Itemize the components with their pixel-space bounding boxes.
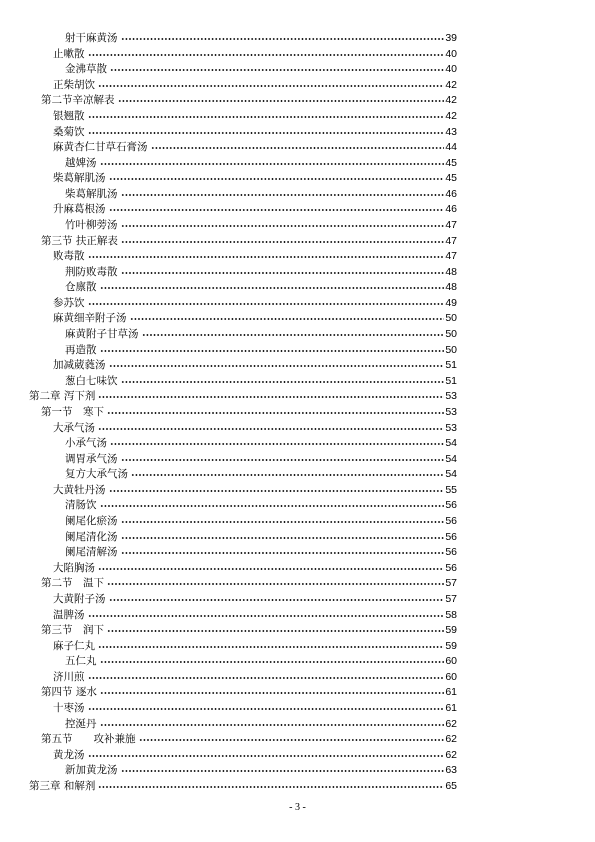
toc-entry-page: 47 — [445, 219, 457, 231]
toc-entry-page: 50 — [445, 328, 457, 340]
toc-entry[interactable] — [53, 357, 457, 371]
toc-entry-page: 46 — [445, 187, 457, 200]
toc-entry[interactable] — [41, 575, 457, 589]
toc-entry-title: 升麻葛根汤 — [53, 203, 106, 216]
toc-entry-page: 49 — [445, 296, 457, 309]
toc-entry-page: 54 — [445, 452, 457, 465]
toc-dot-leader — [109, 364, 445, 368]
toc-dot-leader — [100, 691, 444, 695]
toc-dot-leader — [88, 707, 445, 711]
toc-entry-page: 57 — [445, 577, 457, 590]
toc-entry-page: 60 — [445, 655, 457, 668]
toc-entry-title: 荆防败毒散 — [65, 265, 118, 278]
toc-dot-leader — [98, 84, 444, 88]
toc-entry[interactable] — [53, 46, 457, 60]
toc-entry-page: 42 — [445, 78, 457, 91]
toc-entry[interactable] — [53, 420, 457, 434]
toc-entry-page: 53 — [445, 405, 457, 418]
toc-entry[interactable] — [65, 466, 457, 480]
toc-entry[interactable] — [53, 669, 457, 683]
toc-entry[interactable] — [65, 451, 457, 465]
toc-entry[interactable] — [29, 778, 457, 792]
toc-entry[interactable] — [65, 513, 457, 527]
toc-entry-title: 柴葛解肌汤 — [65, 187, 118, 200]
toc-entry-page: 61 — [445, 686, 457, 699]
toc-entry-title: 复方大承气汤 — [65, 468, 128, 481]
toc-entry-page: 62 — [445, 733, 457, 746]
toc-entry-page: 59 — [445, 639, 457, 652]
toc-dot-leader — [121, 37, 445, 41]
toc-entry[interactable] — [53, 295, 457, 309]
toc-entry[interactable] — [65, 716, 457, 730]
toc-entry-page: 53 — [445, 390, 457, 403]
toc-entry[interactable] — [41, 622, 457, 636]
toc-dot-leader — [121, 769, 445, 773]
toc-entry[interactable] — [53, 77, 457, 91]
toc-entry-page: 45 — [445, 172, 457, 185]
toc-entry[interactable] — [65, 342, 457, 356]
toc-dot-leader — [107, 582, 444, 586]
toc-entry-title: 清肠饮 — [65, 499, 97, 512]
toc-entry[interactable] — [53, 310, 457, 324]
toc-entry-page: 53 — [445, 421, 457, 434]
toc-entry-page: 40 — [445, 63, 457, 76]
toc-entry[interactable] — [41, 233, 457, 247]
toc-entry-title: 葱白七味饮 — [65, 374, 118, 387]
toc-dot-leader — [88, 115, 445, 119]
toc-entry-title: 济川煎 — [53, 670, 85, 683]
toc-entry-page: 58 — [445, 608, 457, 621]
toc-entry-title: 第三节 扶正解表 — [41, 234, 118, 247]
toc-entry-title: 再造散 — [65, 343, 97, 356]
toc-dot-leader — [110, 68, 444, 72]
toc-entry-page: 62 — [445, 717, 457, 730]
toc-entry[interactable] — [65, 30, 457, 44]
toc-entry-page: 47 — [445, 250, 457, 263]
page-number: - 3 - — [289, 802, 306, 813]
toc-entry-title: 大陷胸汤 — [53, 561, 95, 574]
toc-entry-title: 第一节 寒下 — [41, 405, 104, 418]
toc-entry-page: 50 — [445, 312, 457, 325]
toc-dot-leader — [121, 520, 445, 524]
toc-entry-page: 62 — [445, 748, 457, 761]
toc-entry-title: 参苏饮 — [53, 296, 85, 309]
toc-dot-leader — [121, 536, 445, 540]
toc-entry[interactable] — [65, 762, 457, 776]
toc-entry-title: 仓廪散 — [65, 281, 97, 294]
toc-entry-page: 59 — [445, 624, 457, 636]
toc-entry-page: 56 — [445, 546, 457, 559]
toc-entry[interactable] — [65, 326, 457, 340]
toc-entry-page: 57 — [445, 592, 457, 605]
toc-entry-title: 第四节 逐水 — [41, 686, 97, 699]
toc-dot-leader — [131, 473, 444, 477]
toc-entry-title: 调胃承气汤 — [65, 452, 118, 465]
toc-entry[interactable] — [65, 155, 457, 169]
toc-entry-page: 56 — [445, 530, 457, 543]
toc-dot-leader — [98, 427, 444, 431]
toc-entry[interactable] — [53, 560, 457, 574]
toc-entry[interactable] — [53, 248, 457, 262]
toc-entry-title: 十枣汤 — [53, 701, 85, 714]
toc-entry-page: 44 — [445, 141, 457, 154]
toc-entry-page: 51 — [445, 359, 457, 372]
toc-entry-title: 五仁丸 — [65, 655, 97, 668]
toc-entry-title: 柴葛解肌汤 — [53, 172, 106, 185]
toc-entry-title: 麻黄杏仁甘草石膏汤 — [53, 141, 148, 154]
toc-entry-page: 61 — [445, 701, 457, 714]
toc-entry-title: 大黄牡丹汤 — [53, 483, 106, 496]
toc-entry[interactable] — [53, 638, 457, 652]
toc-entry-page: 65 — [445, 779, 457, 792]
toc-dot-leader — [139, 738, 445, 742]
toc-dot-leader — [151, 146, 445, 150]
toc-entry-page: 56 — [445, 515, 457, 527]
toc-dot-leader — [109, 598, 445, 602]
toc-dot-leader — [107, 629, 444, 633]
toc-entry-title: 加减葳蕤汤 — [53, 359, 106, 372]
toc-dot-leader — [100, 660, 445, 664]
toc-entry[interactable] — [41, 404, 457, 418]
toc-entry-title: 射干麻黄汤 — [65, 32, 118, 44]
toc-entry-page: 50 — [445, 343, 457, 356]
toc-dot-leader — [100, 723, 445, 727]
toc-dot-leader — [100, 162, 445, 166]
toc-entry-title: 大承气汤 — [53, 421, 95, 434]
toc-entry[interactable] — [53, 747, 457, 761]
toc-entry[interactable] — [65, 264, 457, 278]
toc-entry[interactable] — [41, 731, 457, 745]
toc-entry-title: 温脾汤 — [53, 608, 85, 621]
toc-entry-title: 新加黄龙汤 — [65, 764, 118, 777]
toc-entry-title: 麻黄细辛附子汤 — [53, 312, 127, 325]
toc-dot-leader — [130, 317, 445, 321]
toc-dot-leader — [98, 645, 444, 649]
toc-entry-page: 51 — [445, 374, 457, 387]
toc-entry-title: 第二节辛凉解表 — [41, 94, 115, 107]
toc-entry-page: 56 — [445, 561, 457, 574]
toc-entry-title: 第三章 和解剂 — [29, 779, 96, 792]
toc-dot-leader — [121, 380, 445, 384]
toc-entry-page: 46 — [445, 203, 457, 216]
toc-entry[interactable] — [65, 217, 457, 231]
toc-dot-leader — [100, 286, 445, 290]
toc-entry[interactable] — [65, 529, 457, 543]
toc-entry-page: 60 — [445, 670, 457, 683]
toc-entry[interactable] — [65, 435, 457, 449]
toc-entry-page: 48 — [445, 281, 457, 294]
toc-entry[interactable] — [53, 170, 457, 184]
toc-entry-page: 54 — [445, 468, 457, 481]
toc-entry-title: 大黄附子汤 — [53, 592, 106, 605]
toc-entry[interactable] — [65, 279, 457, 293]
toc-dot-leader — [121, 224, 445, 228]
toc-entry[interactable] — [65, 544, 457, 558]
toc-dot-leader — [98, 395, 444, 399]
toc-dot-leader — [100, 504, 445, 508]
toc-entry-title: 败毒散 — [53, 250, 85, 263]
toc-entry-title: 小承气汤 — [65, 437, 107, 450]
toc-entry[interactable] — [53, 108, 457, 122]
toc-entry[interactable] — [53, 201, 457, 215]
toc-entry-title: 止嗽散 — [53, 47, 85, 60]
toc-dot-leader — [142, 333, 445, 337]
toc-entry[interactable] — [41, 92, 457, 106]
toc-entry[interactable] — [53, 591, 457, 605]
toc-dot-leader — [100, 349, 445, 353]
toc-entry-page: 45 — [445, 156, 457, 169]
toc-dot-leader — [109, 177, 445, 181]
toc-entry-title: 黄龙汤 — [53, 748, 85, 761]
toc-entry-title: 第二节 温下 — [41, 577, 104, 590]
toc-entry-page: 56 — [445, 499, 457, 512]
toc-dot-leader — [121, 271, 445, 275]
toc-entry-page: 63 — [445, 764, 457, 777]
toc-dot-leader — [88, 676, 445, 680]
toc-entry[interactable] — [41, 684, 457, 698]
toc-entry-title: 第三节 润下 — [41, 624, 104, 636]
toc-entry-title: 控涎丹 — [65, 717, 97, 730]
toc-entry-title: 阑尾清解汤 — [65, 546, 118, 559]
toc-entry-title: 阑尾化瘀汤 — [65, 515, 118, 527]
toc-entry-title: 越婢汤 — [65, 156, 97, 169]
toc-entry-title: 阑尾清化汤 — [65, 530, 118, 543]
toc-dot-leader — [121, 193, 445, 197]
toc-entry-title: 竹叶柳蒡汤 — [65, 219, 118, 231]
toc-dot-leader — [88, 255, 445, 259]
toc-entry[interactable] — [65, 497, 457, 511]
toc-entry-title: 第五节 攻补兼施 — [41, 733, 136, 746]
toc-entry[interactable] — [65, 61, 457, 75]
toc-entry-page: 43 — [445, 125, 457, 138]
toc-entry-page: 48 — [445, 265, 457, 278]
toc-dot-leader — [88, 754, 445, 758]
toc-dot-leader — [121, 551, 445, 555]
toc-dot-leader — [121, 240, 444, 244]
toc-dot-leader — [98, 785, 444, 789]
toc-dot-leader — [121, 458, 445, 462]
toc-entry-title: 麻黄附子甘草汤 — [65, 328, 139, 340]
toc-entry-title: 桑菊饮 — [53, 125, 85, 138]
toc-entry[interactable] — [29, 388, 457, 402]
toc-entry-page: 39 — [445, 32, 457, 44]
toc-entry[interactable] — [53, 700, 457, 714]
toc-dot-leader — [107, 411, 444, 415]
toc-entry[interactable] — [65, 653, 457, 667]
toc-dot-leader — [110, 442, 444, 446]
toc-entry[interactable] — [53, 607, 457, 621]
toc-dot-leader — [109, 489, 445, 493]
toc-entry[interactable] — [65, 186, 457, 200]
toc-entry-page: 42 — [445, 109, 457, 122]
toc-entry[interactable] — [53, 139, 457, 153]
toc-entry-title: 金沸草散 — [65, 63, 107, 76]
toc-dot-leader — [88, 614, 445, 618]
toc-entry-page: 40 — [445, 47, 457, 60]
toc-entry[interactable] — [65, 373, 457, 387]
toc-entry-title: 麻子仁丸 — [53, 639, 95, 652]
toc-entry[interactable] — [53, 482, 457, 496]
toc-dot-leader — [118, 99, 445, 103]
toc-dot-leader — [98, 567, 444, 571]
toc-dot-leader — [88, 302, 445, 306]
toc-dot-leader — [88, 53, 445, 57]
toc-dot-leader — [109, 208, 445, 212]
toc-entry-page: 55 — [445, 483, 457, 496]
toc-entry-title: 银翘散 — [53, 109, 85, 122]
toc-entry-title: 第二章 泻下剂 — [29, 390, 96, 403]
toc-dot-leader — [88, 131, 445, 135]
toc-entry-page: 54 — [445, 437, 457, 450]
toc-entry-page: 47 — [445, 234, 457, 247]
toc-entry-page: 42 — [445, 94, 457, 107]
toc-entry[interactable] — [53, 124, 457, 138]
toc-entry-title: 正柴胡饮 — [53, 78, 95, 91]
